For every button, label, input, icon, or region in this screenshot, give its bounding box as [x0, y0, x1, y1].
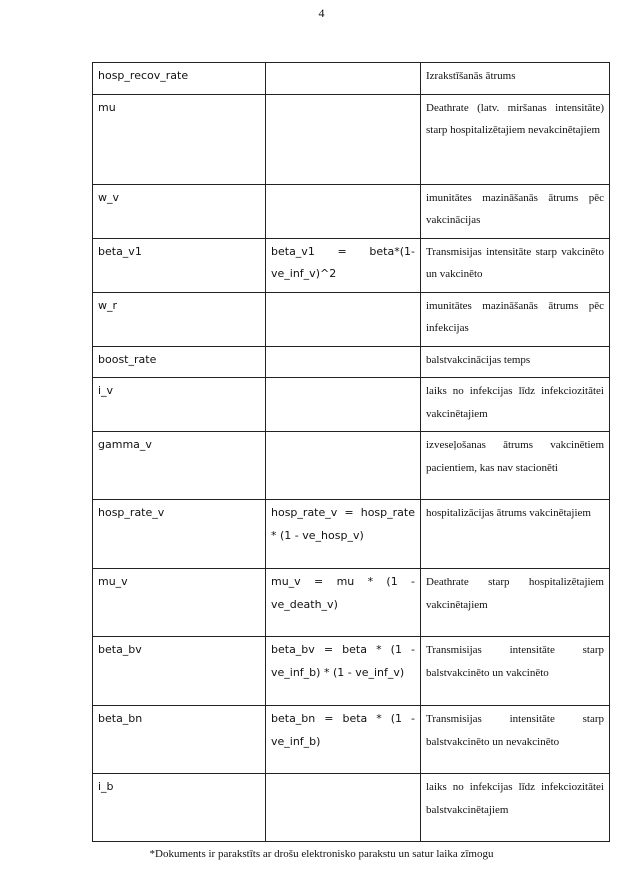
param-description: imunitātes mazināšanās ātrums pēc vakcinācijas [421, 184, 610, 238]
param-description: balstvakcinācijas temps [421, 346, 610, 378]
param-description: izveseļošanas ātrums vakcinētiem pacientiem, kas nav stacionēti [421, 432, 610, 500]
param-description: laiks no infekcijas līdz infekciozitātei vakcinētajiem [421, 378, 610, 432]
table-row [93, 637, 610, 706]
param-description: Transmisijas intensitāte starp vakcinēto un vakcinēto [421, 238, 610, 292]
table-row [93, 706, 610, 774]
table-row [93, 94, 610, 184]
param-name: hosp_rate_v [93, 500, 266, 569]
param-description: Transmisijas intensitāte starp balstvakcinēto un nevakcinēto [421, 706, 610, 774]
table-row [93, 378, 610, 432]
param-description: Deathrate starp hospitalizētajiem vakcinētajiem [421, 569, 610, 637]
param-formula: beta_v1 = beta*(1-ve_inf_v)^2 [266, 238, 421, 292]
signature-footer-note: *Dokuments ir parakstīts ar drošu elektronisko parakstu un satur laika zīmogu [149, 848, 494, 860]
param-description: hospitalizācijas ātrums vakcinētajiem [421, 500, 610, 569]
parameter-table-body [93, 63, 610, 842]
param-name: hosp_recov_rate [93, 63, 266, 95]
param-name: w_v [93, 184, 266, 238]
param-formula [266, 94, 421, 184]
param-formula [266, 432, 421, 500]
table-row [93, 432, 610, 500]
table-row [93, 500, 610, 569]
param-name: beta_v1 [93, 238, 266, 292]
table-row [93, 346, 610, 378]
table-row [93, 774, 610, 842]
parameter-table [92, 62, 610, 842]
param-description: Transmisijas intensitāte starp balstvakcinēto un vakcinēto [421, 637, 610, 706]
param-name: i_b [93, 774, 266, 842]
param-description: imunitātes mazināšanās ātrums pēc infekcijas [421, 292, 610, 346]
param-description: Deathrate (latv. miršanas intensitāte) starp hospitalizētajiem nevakcinētajiem [421, 94, 610, 184]
param-name: beta_bv [93, 637, 266, 706]
param-formula [266, 774, 421, 842]
param-formula: hosp_rate_v = hosp_rate * (1 - ve_hosp_v) [266, 500, 421, 569]
param-name: beta_bn [93, 706, 266, 774]
param-formula [266, 292, 421, 346]
table-row [93, 63, 610, 95]
param-formula [266, 184, 421, 238]
page-number: 4 [318, 6, 325, 20]
table-row [93, 569, 610, 637]
param-name: mu_v [93, 569, 266, 637]
param-formula [266, 346, 421, 378]
table-row [93, 238, 610, 292]
param-formula: mu_v = mu * (1 - ve_death_v) [266, 569, 421, 637]
param-formula [266, 63, 421, 95]
param-name: w_r [93, 292, 266, 346]
param-formula [266, 378, 421, 432]
param-name: i_v [93, 378, 266, 432]
table-row [93, 292, 610, 346]
param-description: laiks no infekcijas līdz infekciozitātei balstvakcinētajiem [421, 774, 610, 842]
param-formula: beta_bn = beta * (1 - ve_inf_b) [266, 706, 421, 774]
param-name: gamma_v [93, 432, 266, 500]
param-description: Izrakstīšanās ātrums [421, 63, 610, 95]
table-row [93, 184, 610, 238]
param-name: mu [93, 94, 266, 184]
param-name: boost_rate [93, 346, 266, 378]
param-formula: beta_bv = beta * (1 - ve_inf_b) * (1 - ve_inf_v) [266, 637, 421, 706]
